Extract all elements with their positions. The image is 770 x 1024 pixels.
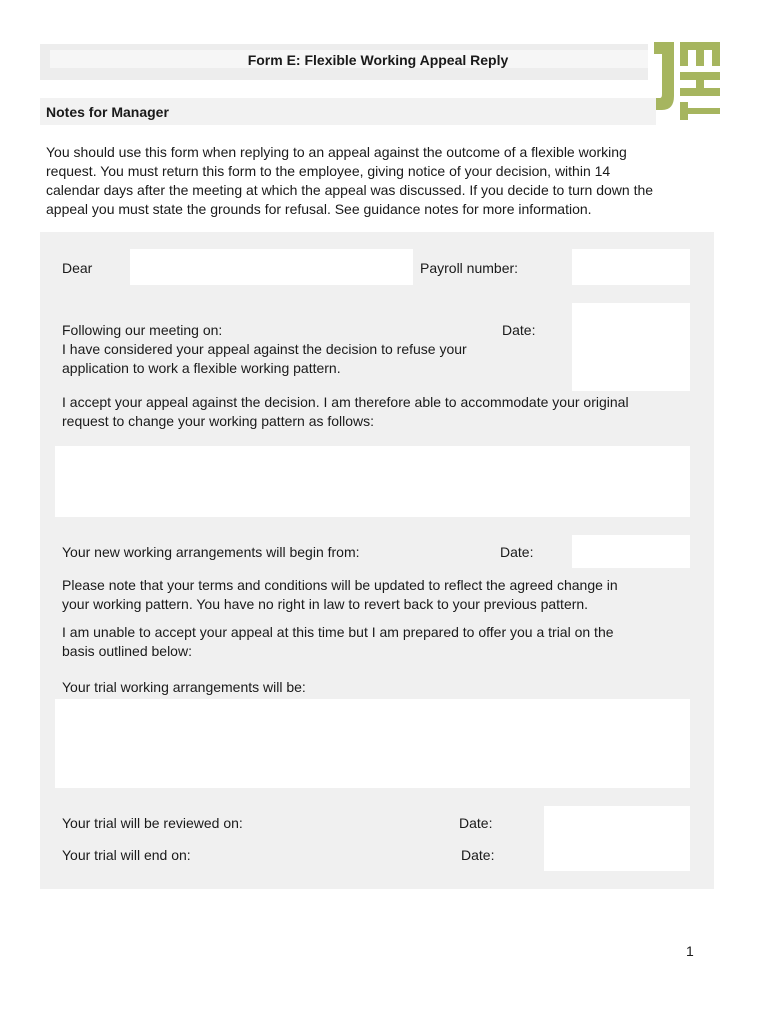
payroll-number-field[interactable] — [572, 249, 690, 285]
accept-text — [62, 393, 692, 431]
reviewed-date-label: Date: — [459, 815, 493, 831]
notes-line: calendar days after the meeting at which the appeal was discussed. If you decide to turn down the — [46, 182, 654, 198]
considered-line: I have considered your appeal against the decision to refuse your — [62, 341, 467, 357]
considered-line: application to work a flexible working pattern. — [62, 360, 341, 376]
begin-date-label: Date: — [500, 544, 534, 560]
dear-label: Dear — [62, 260, 93, 276]
page-number: 1 — [686, 943, 694, 959]
unable-line: I am unable to accept your appeal at this time but I am prepared to offer you a trial on the — [62, 624, 614, 640]
notes-line: request. You must return this form to the employee, giving notice of your decision, within 14 — [46, 163, 611, 179]
begin-date-field[interactable] — [572, 535, 690, 568]
unable-text — [62, 623, 692, 661]
terms-line: Please note that your terms and conditions will be updated to reflect the agreed change in — [62, 577, 618, 593]
reviewed-label: Your trial will be reviewed on: — [62, 815, 243, 831]
accept-line: I accept your appeal against the decision. I am therefore able to accommodate your original — [62, 394, 629, 410]
meeting-date-field[interactable] — [572, 303, 690, 391]
meeting-date-label: Date: — [502, 322, 536, 338]
terms-line: your working pattern. You have no right in law to revert back to your previous pattern. — [62, 596, 589, 612]
trial-arrangements-field[interactable] — [55, 699, 690, 788]
trial-label: Your trial working arrangements will be: — [62, 679, 306, 695]
dear-name-field[interactable] — [130, 249, 413, 285]
considered-text — [62, 340, 467, 378]
notes-text — [46, 143, 716, 219]
begin-label: Your new working arrangements will begin from: — [62, 544, 360, 560]
notes-line: You should use this form when replying to an appeal against the outcome of a flexible working — [46, 144, 627, 160]
end-date-label: Date: — [461, 847, 495, 863]
end-label: Your trial will end on: — [62, 847, 191, 863]
accept-line: request to change your working pattern as follows: — [62, 413, 375, 429]
terms-text — [62, 576, 692, 614]
working-pattern-field[interactable] — [55, 446, 690, 517]
notes-heading: Notes for Manager — [46, 104, 169, 120]
form-title: Form E: Flexible Working Appeal Reply — [247, 52, 509, 68]
payroll-label: Payroll number: — [420, 260, 519, 276]
trial-dates-field[interactable] — [544, 806, 690, 871]
jmat-logo — [648, 38, 724, 122]
notes-line: appeal you must state the grounds for refusal. See guidance notes for more information. — [46, 201, 592, 217]
meeting-label: Following our meeting on: — [62, 322, 223, 338]
unable-line: basis outlined below: — [62, 643, 192, 659]
